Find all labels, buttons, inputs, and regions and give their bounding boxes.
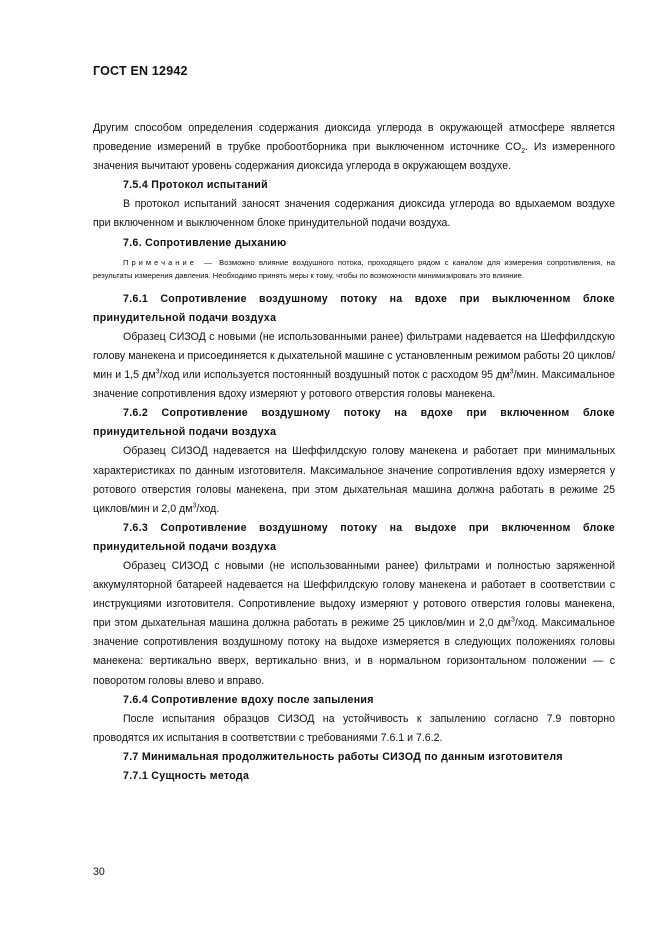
note-label: Примечание — — [123, 257, 215, 267]
paragraph-7-6-4: После испытания образцов СИЗОД на устойчивость к запылению согласно 7.9 повторно проводятся их испытания в соответствии с требованиями 7.6.1 и 7.6.2. — [93, 712, 615, 744]
paragraph-7-5-4: В протокол испытаний заносят значения содержания диоксида углерода во вдыхаемом воздухе при включенном и выключенном блоке принудительной подачи воздуха. — [93, 198, 615, 230]
heading-7-5-4: 7.5.4 Протокол испытаний — [123, 179, 268, 192]
paragraph-7-6-1: Образец СИЗОД с новыми (не использованными ранее) фильтрами надевается на Шеффилдскую голову манекена и присоединяется к дыхательной машине с установленным режимом работы 20 циклов/мин и 1,5 $дм^3$/ход или используется постоянный воздушный поток с расходом 95 $дм^3$/мин. Максимальное значение сопротивления вдоху измеряют у ротового отверстия головы манекена. — [93, 330, 615, 401]
heading-7-7-1: 7.7.1 Сущность метода — [123, 770, 250, 782]
heading-7-6-2: 7.6.2 Сопротивление воздушному потоку на вдохе при включенном блоке принудительной подачи воздуха — [93, 407, 615, 439]
page-number: 30 — [93, 866, 105, 878]
heading-7-7: 7.7 Минимальная продолжительность работы СИЗОД по данным изготовителя — [123, 750, 563, 763]
heading-7-6-1: 7.6.1 Сопротивление воздушному потоку на вдохе при выключенном блоке принудительной подачи воздуха — [93, 292, 615, 324]
heading-7-6-3: 7.6.3 Сопротивление воздушному потоку на выдохе при включенном блоке принудительной подачи воздуха — [93, 521, 615, 553]
paragraph-7-6-2: Образец СИЗОД надевается на Шеффилдскую голову манекена и работает при минимальных характеристиках по данным изготовителя. Максимальное значение сопротивления вдоху измеряется у ротового отверстия головы манекена, при этом дыхательная машина должна работать в режиме 25 циклов/мин и 2,0 $дм^3$/ход. — [93, 445, 615, 515]
document-body — [93, 119, 615, 786]
heading-7-6: 7.6. Сопротивление дыханию — [123, 236, 287, 249]
paragraph-co2-method: Другим способом определения содержания диоксида углерода в окружающей атмосфере является проведение измерений в трубке пробоотборника при выключенном источнике $CO_2$. Из измеренного значения вычитают уровень содержания диоксида углерода в окружающем воздухе. — [93, 122, 615, 173]
note-text: Возможно влияние воздушного потока, проходящего рядом с каналом для измерения сопротивления, на результаты измерения давления. Необходимо принять меры к тому, чтобы по возможности минимизировать это влияние. — [93, 257, 615, 280]
document-header: ГОСТ EN 12942 — [93, 64, 188, 78]
note-block — [93, 256, 615, 282]
heading-7-6-4: 7.6.4 Сопротивление вдоху после запыления — [123, 693, 374, 706]
paragraph-7-6-3: Образец СИЗОД с новыми (не использованными ранее) фильтрами и полностью заряженной аккумуляторной батареей надевается на Шеффилдскую голову манекена и работает в соответствии с инструкциями изготовителя. Сопротивление выдоху измеряют у ротового отверстия головы манекена, при этом дыхательная машина должна работать в режиме 25 циклов/мин и 2,0 $дм^3$/ход. Максимальное значение сопротивления воздушному потоку на выдохе измеряется в следующих положениях головы манекена: вертикально вверх, вертикально вниз, и в нормальном горизонтальном положении — с поворотом головы влево и вправо. — [93, 559, 615, 687]
